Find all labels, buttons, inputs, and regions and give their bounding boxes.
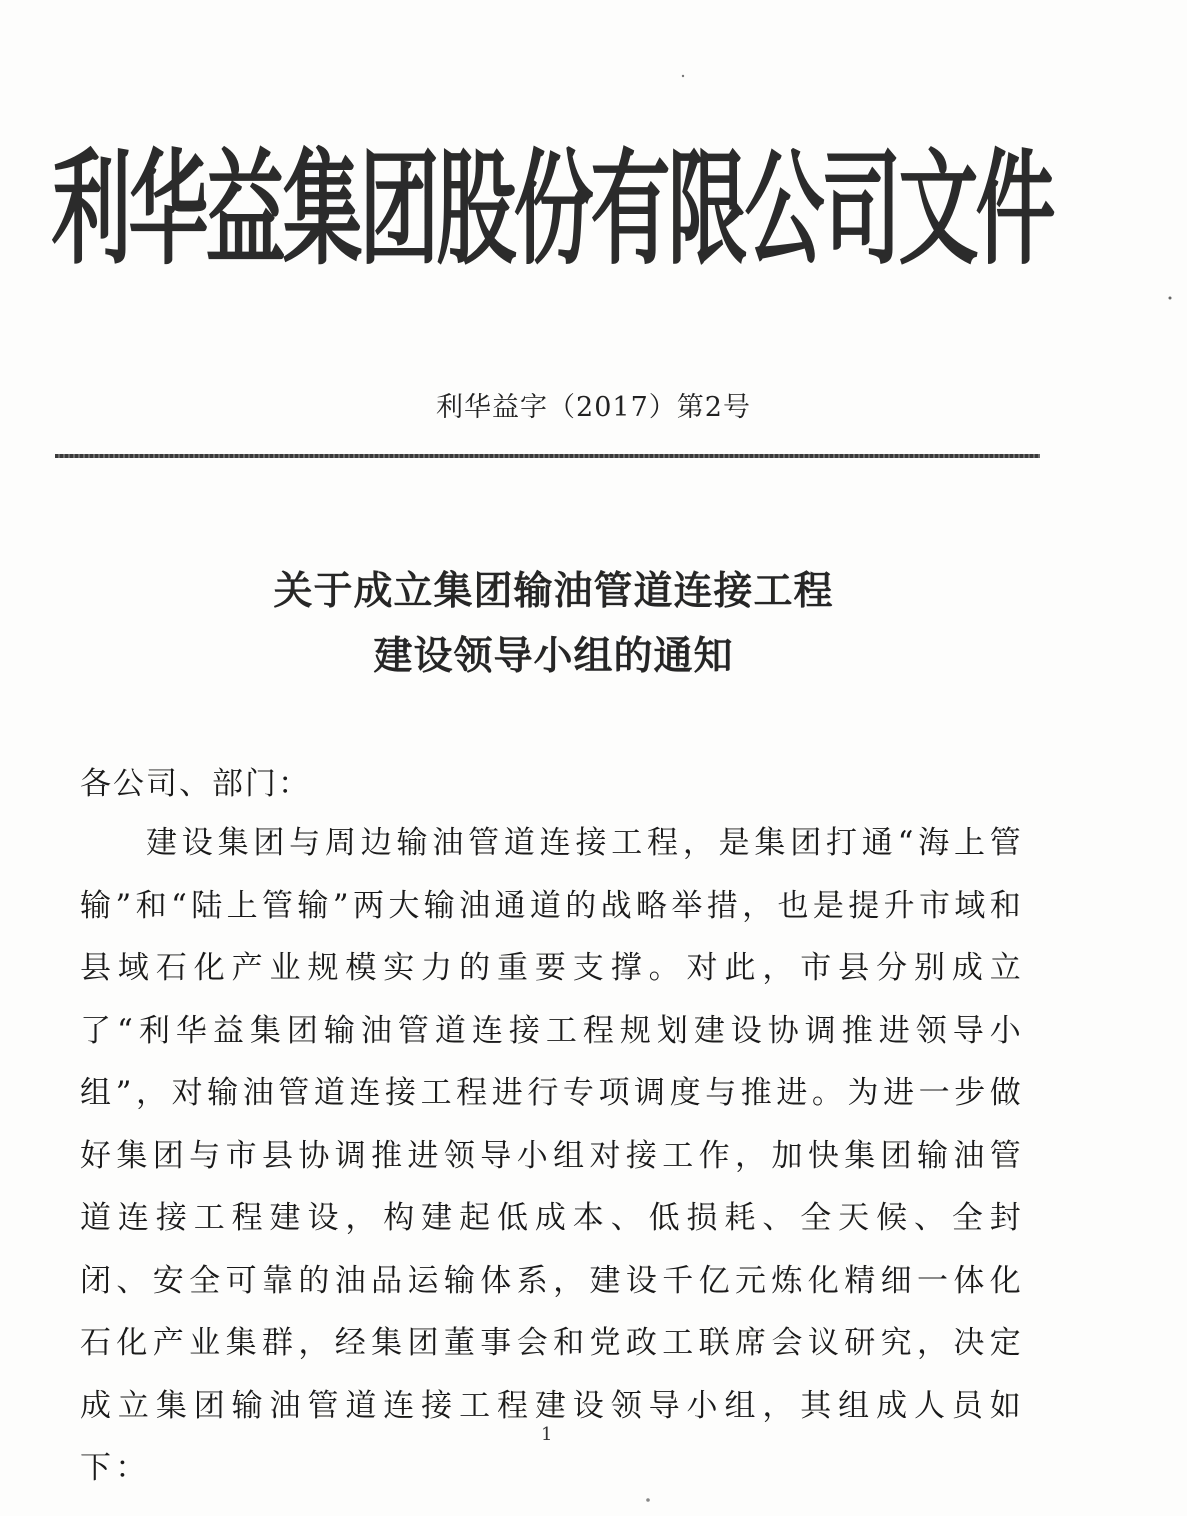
document-number: 利华益字（2017）第2号 — [436, 392, 751, 423]
salutation: 各公司、部门： — [80, 766, 311, 802]
page-number: 1 — [541, 1424, 553, 1445]
document-header — [51, 120, 1053, 300]
header-divider — [55, 454, 1040, 458]
body-paragraph: 建设集团与周边输油管道连接工程，是集团打通“海上管输”和“陆上管输”两大输油通道的战略举措，也是提升市域和县域石化产业规模实力的重要支撑。对此，市县分别成立了“利华益集团输油管道连接工程规划建设协调推进领导小组”，对输油管道连接工程进行专项调度与推进。为进一步做好集团与市县协调推进领导小组对接工作，加快集团输油管道连接工程建设，构建起低成本、低损耗、全天候、全封闭、安全可靠的油品运输体系，建设千亿元炼化精细一体化石化产业集群，经集团董事会和党政工联席会议研究，决定成立集团输油管道连接工程建设领导小组，其组成人员如下： — [80, 825, 1025, 1486]
header-title: 利华益集团股份有限公司文件 — [51, 137, 1053, 282]
notice-title-line-2: 建设领导小组的通知 — [373, 634, 734, 679]
notice-title-line-1: 关于成立集团输油管道连接工程 — [273, 569, 834, 614]
